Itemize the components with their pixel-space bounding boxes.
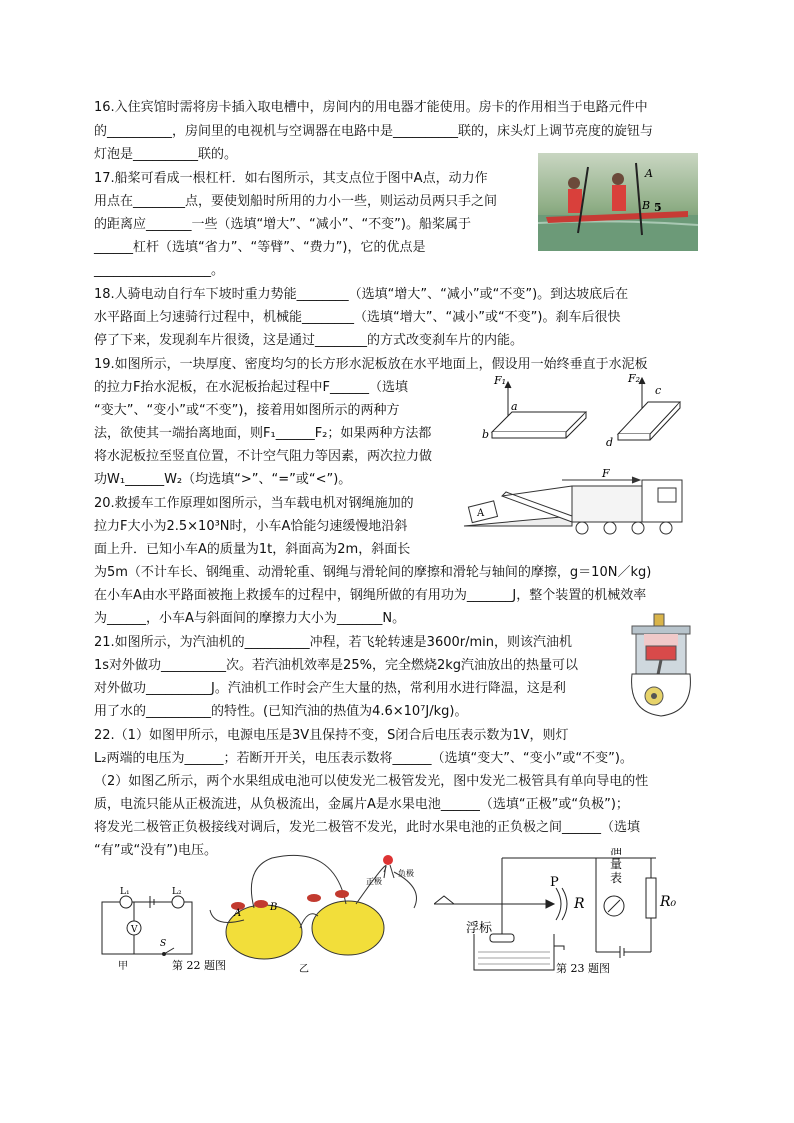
paddle-label-a: A (645, 167, 653, 180)
label-resistor-r: R (574, 896, 585, 912)
q18-line2: 水平路面上匀速骑行过程中，机械能________（选填“增大”、“减小”或“不变”)。刹车后很快 (94, 310, 621, 325)
q22-line5: 将发光二极管正负极接线对调后，发光二极管不发光，此时水果电池的正负极之间______（选填 (94, 820, 641, 835)
label-l1: L₁ (120, 887, 130, 897)
engine-diagram (624, 612, 698, 720)
fuel-gauge-char: 油 (610, 848, 623, 857)
q22-line6: “有”或“没有”)电压。 (94, 843, 218, 858)
label-slider-p: P (550, 875, 559, 890)
label-l2: L₂ (172, 887, 182, 897)
label-jia: 甲 (118, 961, 128, 972)
q20-line4: 为5m（不计车长、钢绳重、动滑轮重、钢绳与滑轮间的摩擦和滑轮与轴间的摩擦，g＝10N／kg) (94, 565, 652, 580)
paddle-label-b: B (642, 199, 651, 212)
label-f2: F₂ (628, 372, 641, 385)
q16-line3: 灯泡是__________联的。 (94, 147, 238, 162)
q22-line3: （2）如图乙所示，两个水果组成电池可以使发光二极管发光，图中发光二极管具有单向导电的性 (94, 774, 649, 789)
q17-line3: 的距离应_______一些（选填“增大”、“减小”、“不变”)。船桨属于 (94, 217, 471, 232)
q19-line1: 19.如图所示，一块厚度、密度均匀的长方形水泥板放在水平地面上，假设用一始终垂直于水泥板 (94, 357, 648, 372)
caption-22: 第 22 题图 (172, 959, 226, 972)
label-force: F (602, 467, 610, 480)
label-d: d (606, 436, 614, 449)
label-voltmeter: V (131, 925, 138, 935)
bib-number: 5 (654, 201, 662, 214)
q19-line6: 功W₁______W₂（均选填“>”、“=”或“<”)。 (94, 472, 352, 487)
q21-line4: 用了水的__________的特性。(已知汽油的热值为4.6×10⁷J/kg)。 (94, 704, 468, 719)
q18-line3: 停了下来，发现刹车片很烫，这是通过________的方式改变刹车片的内能。 (94, 333, 524, 348)
q17-line4: ______杠杆（选填“省力”、“等臂”、“费力”)，它的优点是 (94, 240, 426, 255)
label-electrode-a: A (234, 908, 242, 919)
label-r0: R₀ (660, 894, 677, 910)
q17-line2: 用点在________点，要使划船时所用的力小一些，则运动员两只手之间 (94, 194, 498, 209)
q22-line4: 质，电流只能从正极流进，从负极流出，金属片A是水果电池______（选填“正极”或“负极”)； (94, 797, 629, 812)
q22-line1: 22.（1）如图甲所示，电源电压是3V且保持不变，S闭合后电压表示数为1V，则灯 (94, 728, 569, 743)
q21-line2: 1s对外做功__________次。若汽油机效率是25%，完全燃烧2kg汽油放出的热量可以 (94, 658, 578, 673)
label-electrode-b: B (270, 902, 278, 913)
q21-line3: 对外做功__________J。汽油机工作时会产生大量的热，常利用水进行降温，这是利 (94, 681, 566, 696)
fuel-gauge-char: 量 (610, 857, 623, 871)
q20-line6: 为______，小车A与斜面间的摩擦力大小为_______N。 (94, 611, 406, 626)
label-f1: F₁ (494, 374, 507, 387)
label-switch: S (160, 939, 167, 949)
label-c: c (655, 384, 662, 397)
q19-line4: 法，欲使其一端抬离地面，则F₁______F₂；如果两种方法都 (94, 426, 432, 441)
label-cart: A (477, 508, 485, 519)
label-b: b (482, 428, 490, 441)
label-negative: 负极 (398, 869, 414, 878)
q17-line1: 17.船桨可看成一根杠杆．如右图所示，其支点位于图中A点，动力作 (94, 171, 488, 186)
rescue-truck-diagram (462, 466, 694, 538)
rowing-photo (538, 153, 698, 251)
label-a: a (511, 400, 518, 413)
q22-line2: L₂两端的电压为______；若断开开关，电压表示数将______（选填“变大”、“变小”或“不变”)。 (94, 751, 633, 766)
figure-22 (94, 848, 439, 976)
label-yi: 乙 (299, 964, 309, 975)
q19-line2: 的拉力F抬水泥板，在水泥板抬起过程中F______（选填 (94, 380, 408, 395)
slab-diagram (480, 372, 700, 454)
label-fuel-gauge (610, 848, 622, 885)
q21-line1: 21.如图所示，为汽油机的__________冲程，若飞轮转速是3600r/min，则该汽油机 (94, 635, 572, 650)
caption-23: 第 23 题图 (556, 962, 610, 975)
q20-line2: 拉力F大小为2.5×10³N时，小车A恰能匀速缓慢地沿斜 (94, 519, 408, 534)
q20-line5: 在小车A由水平路面被拖上救援车的过程中，钢绳所做的有用功为_______J，整个装置的机械效率 (94, 588, 647, 603)
q19-line5: 将水泥板拉至竖直位置，不计空气阻力等因素，两次拉力做 (94, 449, 433, 464)
label-float: 浮标 (466, 921, 493, 936)
figure-23 (434, 848, 686, 976)
q16-line1: 16.入住宾馆时需将房卡插入取电槽中，房间内的用电器才能使用。房卡的作用相当于电路元件中 (94, 100, 648, 115)
label-positive: 正极 (366, 877, 382, 886)
q16-line2: 的__________，房间里的电视机与空调器在电路中是__________联的，床头灯上调节亮度的旋钮与 (94, 124, 654, 139)
q20-line3: 面上升．已知小车A的质量为1t，斜面高为2m，斜面长 (94, 542, 411, 557)
q19-line3: “变大”、“变小”或“不变”)，接着用如图所示的两种方 (94, 403, 400, 418)
q18-line1: 18.人骑电动自行车下坡时重力势能________（选填“增大”、“减小”或“不变”)。到达坡底后在 (94, 287, 629, 302)
q20-line1: 20.救援车工作原理如图所示，当车载电机对钢绳施加的 (94, 496, 414, 511)
fuel-gauge-char: 表 (610, 871, 623, 885)
q17-line5: __________________。 (94, 263, 225, 278)
